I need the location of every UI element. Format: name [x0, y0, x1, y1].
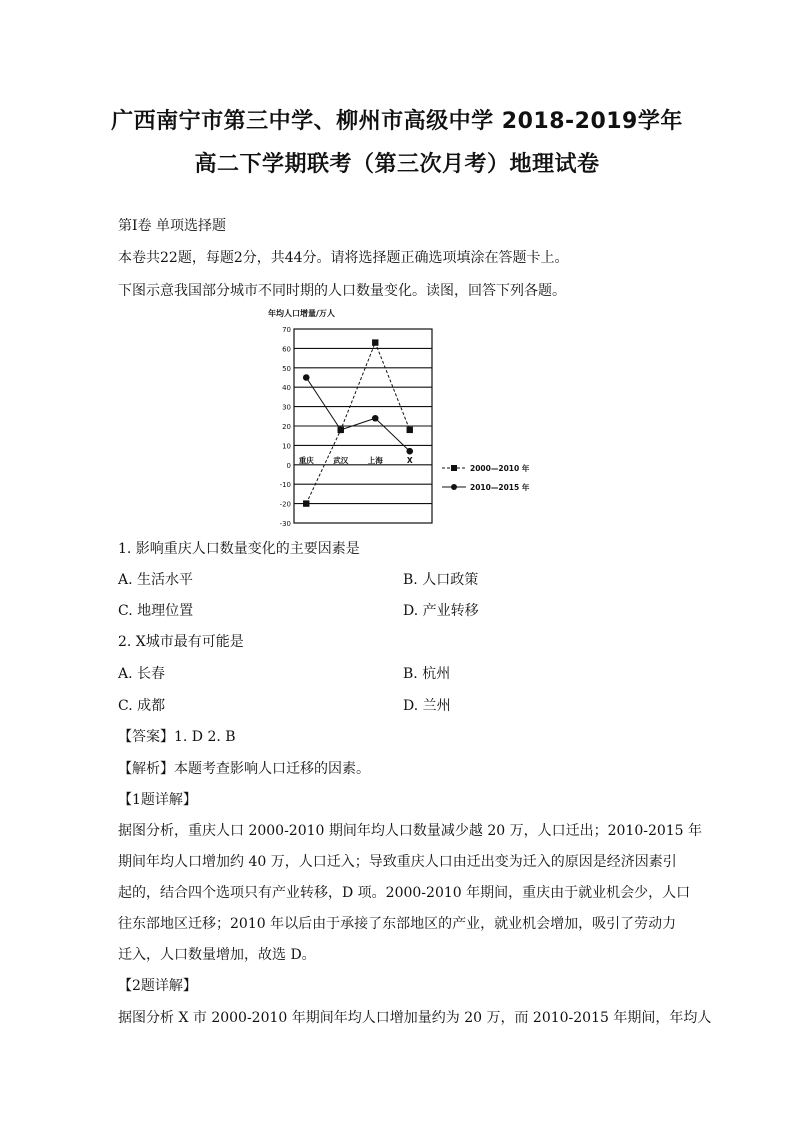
section-heading: 第Ⅰ卷 单项选择题 [118, 218, 226, 234]
data-point-circle [406, 448, 413, 455]
y-tick-label: 10 [282, 442, 291, 451]
y-tick-label: -20 [279, 500, 291, 509]
y-tick-label: -10 [279, 481, 291, 490]
question-1-detail-line: 期间年均人口增加约 40 万，人口迁入；导致重庆人口由迁出变为迁入的原因是经济因素引 [118, 854, 677, 870]
legend-marker-square [451, 465, 457, 471]
y-tick-label: 30 [282, 403, 291, 412]
y-tick-label: 0 [286, 461, 291, 470]
series-line-1 [306, 343, 410, 504]
question-1-detail-line: 据图分析，重庆人口 2000-2010 期间年均人口数量减少越 20 万，人口迁出；2010-2015 年 [118, 823, 703, 839]
data-point-circle [303, 374, 310, 381]
y-tick-label: 40 [282, 384, 291, 393]
instructions-text: 本卷共22题，每题2分，共44分。请将选择题正确选项填涂在答题卡上。 [118, 250, 569, 266]
question-2-option-c: C. 成都 [118, 698, 166, 714]
question-2-detail-heading: 【2题详解】 [118, 978, 197, 994]
question-1-detail-line: 往东部地区迁移；2010 年以后由于承接了东部地区的产业，就业机会增加，吸引了劳动力 [118, 916, 677, 932]
document-title-line-1: 广西南宁市第三中学、柳州市高级中学 2018-2019学年 [111, 109, 683, 134]
question-2-option-d: D. 兰州 [403, 698, 451, 714]
question-1-detail-line: 迁入，人口数量增加，故选 D。 [118, 947, 316, 963]
population-chart [264, 305, 534, 527]
question-2-option-b: B. 杭州 [403, 666, 451, 682]
question-2-detail-line: 据图分析 X 市 2000-2010 年期间年均人口增加量约为 20 万，而 2010-2015 年期间，年均人 [118, 1010, 712, 1026]
x-category-label: X [406, 455, 413, 465]
y-tick-label: 20 [282, 423, 291, 431]
question-2-option-a: A. 长春 [118, 666, 166, 682]
y-tick-label: 60 [282, 345, 291, 354]
question-1-option-b: B. 人口政策 [403, 572, 479, 588]
data-point-circle [372, 415, 379, 422]
question-1-option-d: D. 产业转移 [403, 603, 479, 619]
y-tick-label: 70 [282, 326, 291, 334]
question-1-detail-heading: 【1题详解】 [118, 792, 197, 808]
question-1-detail-line: 起的，结合四个选项只有产业转移，D 项。2000-2010 年期间，重庆由于就业机会少，人口 [118, 885, 691, 901]
document-title-line-2: 高二下学期联考（第三次月考）地理试卷 [194, 152, 600, 177]
legend-marker-circle [451, 484, 457, 490]
legend-label-1: 2000—2010 年 [470, 464, 530, 473]
legend-label-2: 2010—2015 年 [470, 483, 530, 492]
question-1-stem: 1. 影响重庆人口数量变化的主要因素是 [118, 541, 360, 557]
analysis-line: 【解析】本题考查影响人口迁移的因素。 [118, 761, 370, 777]
question-stem-intro: 下图示意我国部分城市不同时期的人口数量变化。读图，回答下列各题。 [118, 283, 566, 299]
question-1-option-a: A. 生活水平 [118, 572, 194, 588]
data-point-square [407, 427, 413, 433]
data-point-square [303, 500, 309, 506]
y-tick-label: -30 [279, 520, 291, 527]
question-1-option-c: C. 地理位置 [118, 603, 194, 619]
x-category-label: 重庆 [298, 455, 314, 465]
answer-line: 【答案】1. D 2. B [118, 729, 236, 745]
population-chart-svg [264, 305, 534, 527]
data-point-circle [337, 427, 344, 434]
x-category-label: 上海 [367, 455, 383, 465]
series-line-2 [306, 378, 410, 452]
chart-title: 年均人口增量/万人 [268, 309, 335, 318]
data-point-square [372, 339, 378, 345]
y-tick-label: 50 [282, 364, 291, 373]
question-2-stem: 2. X城市最有可能是 [118, 634, 244, 650]
x-category-label: 武汉 [333, 455, 349, 465]
